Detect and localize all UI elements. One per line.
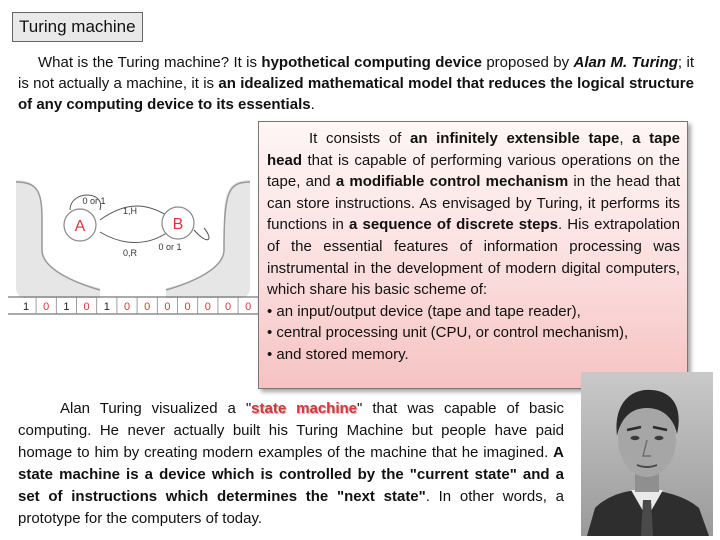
turing-machine-diagram <box>8 180 258 320</box>
tape-cell-11: 0 <box>245 301 252 313</box>
bullet-io-device: • an input/output device (tape and tape reader), <box>267 302 581 320</box>
loop-arrow-b <box>194 228 209 240</box>
machine-head-shape <box>16 180 250 298</box>
tape-cell-0: 1 <box>22 301 30 313</box>
bullet-cpu: • central processing unit (CPU, or control mechanism), <box>267 324 629 342</box>
callout-paragraph: It consists of an infinitely extensible tape, a tape head that is capable of performing various operations on the tape, and a modifiable control mechanism in the head that can store instructions. As envisaged by Turing, it performs its functions in a sequence of discrete steps. His extrapolation of the essential features of information processing was instrumental in the development of modern digital computers, which share his basic scheme of: • an input/output device (tape and tape reader), • central processing unit (CPU, or control mechanism), • and stored memory. <box>267 128 680 366</box>
state-b-label: B <box>172 216 184 233</box>
bottom-paragraph: Alan Turing visualized a "state machine" that was capable of basic computing. He never actually built his Turing Machine but people have paid homage to him by creating modern examples of the machine that he imagined. A state machine is a device which is controlled by the "current state" and a set of instructions which determines the "next state". In other words, a prototype for the computers of today. <box>18 400 564 527</box>
tape-cell-7: 0 <box>164 301 171 313</box>
tape-cell-3: 0 <box>83 301 90 313</box>
tape-cells <box>23 297 258 314</box>
tape-cell-1: 0 <box>43 301 50 313</box>
portrait-right-eye <box>655 436 664 440</box>
state-a-label: A <box>74 218 86 235</box>
callout-box <box>258 121 688 389</box>
portrait-left-eye <box>631 436 640 440</box>
loop-b-label: 0 or 1 <box>158 242 182 252</box>
intro-paragraph: What is the Turing machine? It is hypothetical computing device proposed by Alan M. Turing; it is not actually a machine, it is an idealized mathematical model that reduces the logical structure of any computing device to its essentials. <box>18 54 694 113</box>
alan-turing-portrait <box>581 372 713 536</box>
portrait-tie <box>641 500 653 536</box>
tape-cell-5: 0 <box>123 301 131 313</box>
loop-a-label: 0 or 1 <box>82 196 106 206</box>
tape-cell-4: 1 <box>103 301 110 313</box>
tape-cell-9: 0 <box>204 301 211 313</box>
arrow-b-to-a <box>100 232 168 243</box>
tape-cell-8: 0 <box>184 301 191 313</box>
tape-cell-6: 0 <box>144 301 151 313</box>
state-machine-highlight: state machine <box>251 400 358 417</box>
tape-cell-10: 0 <box>224 301 232 313</box>
transition-ba-label: 0,R <box>122 248 138 258</box>
transition-ab-label: 1,H <box>122 206 138 216</box>
bullet-memory: • and stored memory. <box>267 345 409 363</box>
tape-cell-2: 1 <box>63 301 70 313</box>
page-title: Turing machine <box>12 12 143 42</box>
